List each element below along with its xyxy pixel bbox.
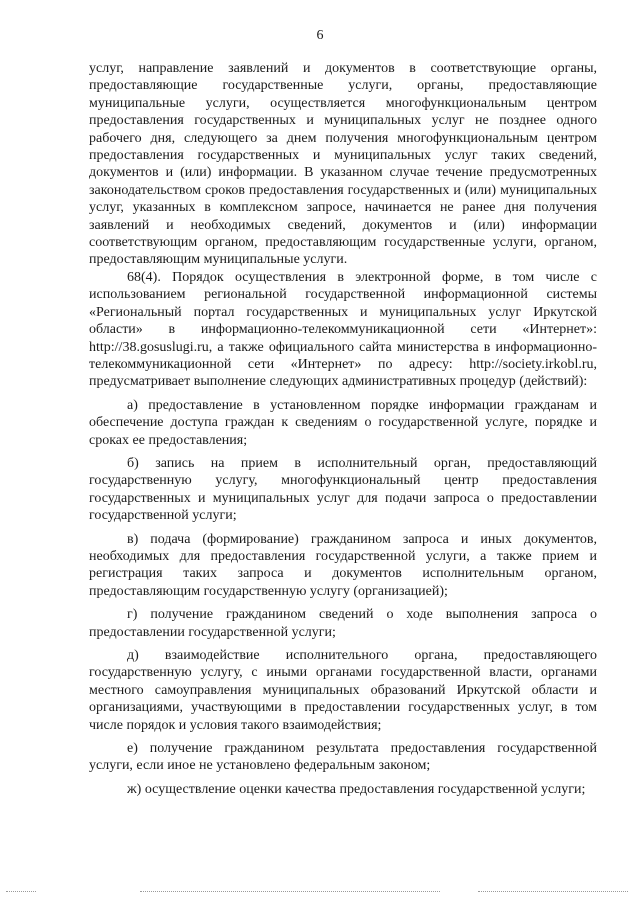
list-item-e: е) получение гражданином результата предоставления государственной услуги, если иное не установлено федеральным законом; — [89, 741, 597, 774]
scan-edge-mark-center — [140, 891, 440, 893]
list-item-a: а) предоставление в установленном порядке информации гражданам и обеспечение доступа граждан к сведениям о государственной услуге, порядке и сроках ее предоставления; — [89, 397, 597, 448]
page-number: 6 — [316, 28, 324, 43]
list-item-b: б) запись на прием в исполнительный орган, предоставляющий государственную услугу, многофункциональный центр предоставления государственных и муниципальных услуг для подачи запроса о предоставлении государственной услуги; — [89, 455, 597, 524]
document-body — [89, 60, 597, 798]
paragraph-68-4: 68(4). Порядок осуществления в электронной форме, в том числе с использованием региональной государственной информационной системы «Региональный портал государственных и муниципальных услуг Иркутской области» в информационно-телекоммуникационной сети «Интернет»: http://38.gosuslugi.ru, а также официального сайта министерства в информационно-телекоммуникационной сети «Интернет» по адресу: http://society.irkobl.ru, предусматривает выполнение следующих административных процедур (действий): — [89, 269, 597, 390]
list-item-g: г) получение гражданином сведений о ходе выполнения запроса о предоставлении государственной услуги; — [89, 607, 597, 640]
list-item-v: в) подача (формирование) гражданином запроса и иных документов, необходимых для предоставления государственной услуги, а также прием и регистрация таких запроса и документов исполнительным органом, предоставляющим государственную услугу (организацией); — [89, 531, 597, 599]
list-item-zh: ж) осуществление оценки качества предоставления государственной услуги; — [127, 781, 586, 797]
scan-edge-mark-right — [478, 891, 628, 893]
list-item-d: д) взаимодействие исполнительного органа, предоставляющего государственную услугу, с иными органами государственной власти, органами местного самоуправления муниципальных образований Иркутской области и организациями, участвующими в предоставлении государственных услуг, в том числе порядок и условия такого взаимодействия; — [89, 648, 597, 733]
paragraph-continuation: услуг, направление заявлений и документов в соответствующие органы, предоставляющие государственные услуги, органы, предоставляющие муниципальные услуги, осуществляется многофункциональным центром предоставления государственных и муниципальных услуг не позднее одного рабочего дня, следующего за днем получения многофункциональным центром предоставления государственных и муниципальных услуг таких сведений, документов и (или) информации. В указанном случае течение предусмотренных законодательством сроков предоставления государственных и (или) муниципальных услуг, указанных в комплексном запросе, начинается не ранее дня получения заявлений и необходимых сведений, документов и (или) информации соответствующим органом, предоставляющим государственные услуги, органом, предоставляющим муниципальные услуги. — [89, 61, 597, 268]
scan-edge-mark-left — [6, 891, 36, 893]
